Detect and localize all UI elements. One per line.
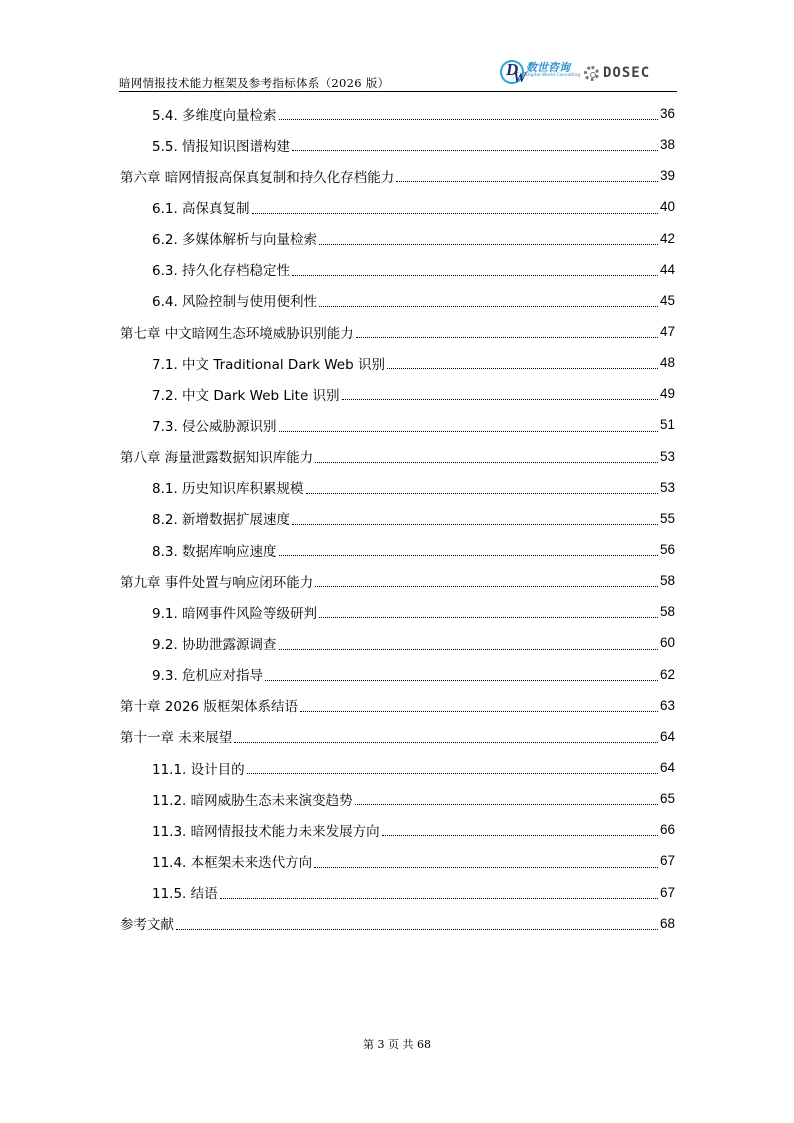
toc-entry-label: 第六章 暗网情报高保真复制和持久化存档能力 [120,169,395,186]
toc-entry-page: 51 [659,417,675,433]
toc-entry-page: 66 [659,822,675,838]
toc-dot-leader [279,431,658,432]
toc-entry[interactable] [120,752,675,783]
toc-entry[interactable] [120,98,675,129]
toc-entry-label: 7.1. 中文 Traditional Dark Web 识别 [152,356,385,373]
toc-entry[interactable] [120,565,675,596]
toc-dot-leader [234,742,658,743]
toc-entry-page: 58 [659,573,675,589]
toc-entry[interactable] [120,409,675,440]
toc-entry-page: 49 [659,386,675,402]
toc-entry-page: 42 [659,230,675,246]
toc-dot-leader [315,462,658,463]
toc-entry-page: 67 [659,884,675,900]
toc-entry-page: 40 [659,199,675,215]
toc-entry-label: 11.3. 暗网情报技术能力未来发展方向 [152,823,380,840]
toc-entry-label: 6.2. 多媒体解析与向量检索 [152,232,318,249]
toc-entry[interactable] [120,690,675,721]
toc-entry-page: 64 [659,728,675,744]
toc-dot-leader [396,181,658,182]
toc-entry-page: 53 [659,448,675,464]
toc-entry-label: 9.2. 协助泄露源调查 [152,636,277,653]
toc-dot-leader [314,867,658,868]
toc-dot-leader [252,213,658,214]
toc-entry-label: 9.3. 危机应对指导 [152,668,264,685]
gear-icon [584,66,599,81]
dosec-logo [584,65,679,83]
header-rule [119,91,677,92]
logo-name: 数世咨询 [526,61,570,74]
toc-entry-label: 第七章 中文暗网生态环境威胁识别能力 [120,325,354,342]
toc-entry[interactable] [120,503,675,534]
toc-entry-label: 6.1. 高保真复制 [152,200,250,217]
page-header [119,56,677,92]
toc-entry[interactable] [120,877,675,908]
toc-entry-label: 11.5. 结语 [152,886,218,903]
page-footer: 第 3 页 共 68 [363,1038,431,1051]
toc-entry-label: 参考文献 [120,917,174,934]
logo-tagline: Digital World Consulting [526,73,581,78]
toc-dot-leader [300,711,658,712]
table-of-contents [120,98,675,939]
toc-entry-label: 8.3. 数据库响应速度 [152,543,277,560]
header-title: 暗网情报技术能力框架及参考指标体系（2026 版） [119,76,390,90]
toc-entry-page: 55 [659,510,675,526]
dosec-wordmark: DOSEC [603,65,651,81]
toc-entry-label: 8.1. 历史知识库积累规模 [152,481,304,498]
logo-mark-w: W [513,70,527,86]
toc-entry-label: 第十一章 未来展望 [120,730,233,747]
toc-entry-label: 11.1. 设计目的 [152,761,245,778]
toc-entry-page: 63 [659,697,675,713]
toc-entry-label: 第八章 海量泄露数据知识库能力 [120,450,314,467]
toc-entry[interactable] [120,783,675,814]
toc-entry[interactable] [120,472,675,503]
toc-entry-page: 44 [659,261,675,277]
toc-dot-leader [292,275,658,276]
toc-dot-leader [292,524,658,525]
toc-entry-page: 58 [659,604,675,620]
toc-dot-leader [176,929,658,930]
toc-entry-page: 65 [659,791,675,807]
toc-dot-leader [247,773,658,774]
toc-entry[interactable] [120,627,675,658]
toc-entry-page: 60 [659,635,675,651]
toc-dot-leader [315,586,658,587]
toc-entry[interactable] [120,316,675,347]
toc-dot-leader [279,649,658,650]
toc-dot-leader [319,244,658,245]
toc-dot-leader [306,493,658,494]
toc-dot-leader [319,306,658,307]
toc-entry-label: 8.2. 新增数据扩展速度 [152,512,291,529]
toc-dot-leader [279,555,658,556]
toc-entry-label: 第九章 事件处置与响应闭环能力 [120,574,314,591]
toc-entry-page: 48 [659,355,675,371]
toc-entry-page: 67 [659,853,675,869]
toc-entry-page: 68 [659,915,675,931]
toc-entry-page: 53 [659,479,675,495]
toc-entry-page: 64 [659,760,675,776]
toc-entry[interactable] [120,845,675,876]
toc-entry-page: 38 [659,137,675,153]
toc-dot-leader [265,680,658,681]
toc-entry-page: 39 [659,168,675,184]
toc-entry[interactable] [120,908,675,939]
toc-entry-label: 5.4. 多维度向量检索 [152,107,277,124]
toc-entry-label: 6.4. 风险控制与使用便利性 [152,294,318,311]
toc-dot-leader [319,617,658,618]
toc-entry-page: 56 [659,542,675,558]
toc-entry[interactable] [120,596,675,627]
logo-mark-d: D [506,60,519,79]
toc-entry[interactable] [120,534,675,565]
toc-entry-label: 11.2. 暗网威胁生态未来演变趋势 [152,792,353,809]
toc-entry-label: 6.3. 持久化存档稳定性 [152,263,291,280]
toc-entry-label: 9.1. 暗网事件风险等级研判 [152,605,318,622]
toc-dot-leader [279,119,658,120]
toc-entry-label: 5.5. 情报知识图谱构建 [152,138,291,155]
toc-dot-leader [356,337,658,338]
toc-entry[interactable] [120,814,675,845]
toc-entry[interactable] [120,285,675,316]
toc-entry[interactable] [120,378,675,409]
toc-entry[interactable] [120,659,675,690]
digital-world-logo [500,56,592,90]
toc-entry[interactable] [120,721,675,752]
toc-entry[interactable] [120,441,675,472]
toc-entry[interactable] [120,129,675,160]
toc-entry-page: 36 [659,106,675,122]
toc-dot-leader [220,898,658,899]
toc-entry-page: 47 [659,324,675,340]
toc-entry-label: 7.2. 中文 Dark Web Lite 识别 [152,387,340,404]
toc-entry-page: 62 [659,666,675,682]
toc-dot-leader [382,835,658,836]
toc-entry-label: 第十章 2026 版框架体系结语 [120,699,298,716]
toc-entry[interactable] [120,254,675,285]
toc-entry-page: 45 [659,292,675,308]
toc-entry-label: 11.4. 本框架未来迭代方向 [152,854,313,871]
toc-dot-leader [292,150,658,151]
toc-dot-leader [387,368,658,369]
toc-entry[interactable] [120,160,675,191]
toc-dot-leader [342,399,658,400]
toc-dot-leader [355,804,658,805]
toc-entry[interactable] [120,347,675,378]
toc-entry[interactable] [120,191,675,222]
toc-entry[interactable] [120,223,675,254]
toc-entry-label: 7.3. 侵公威胁源识别 [152,418,277,435]
